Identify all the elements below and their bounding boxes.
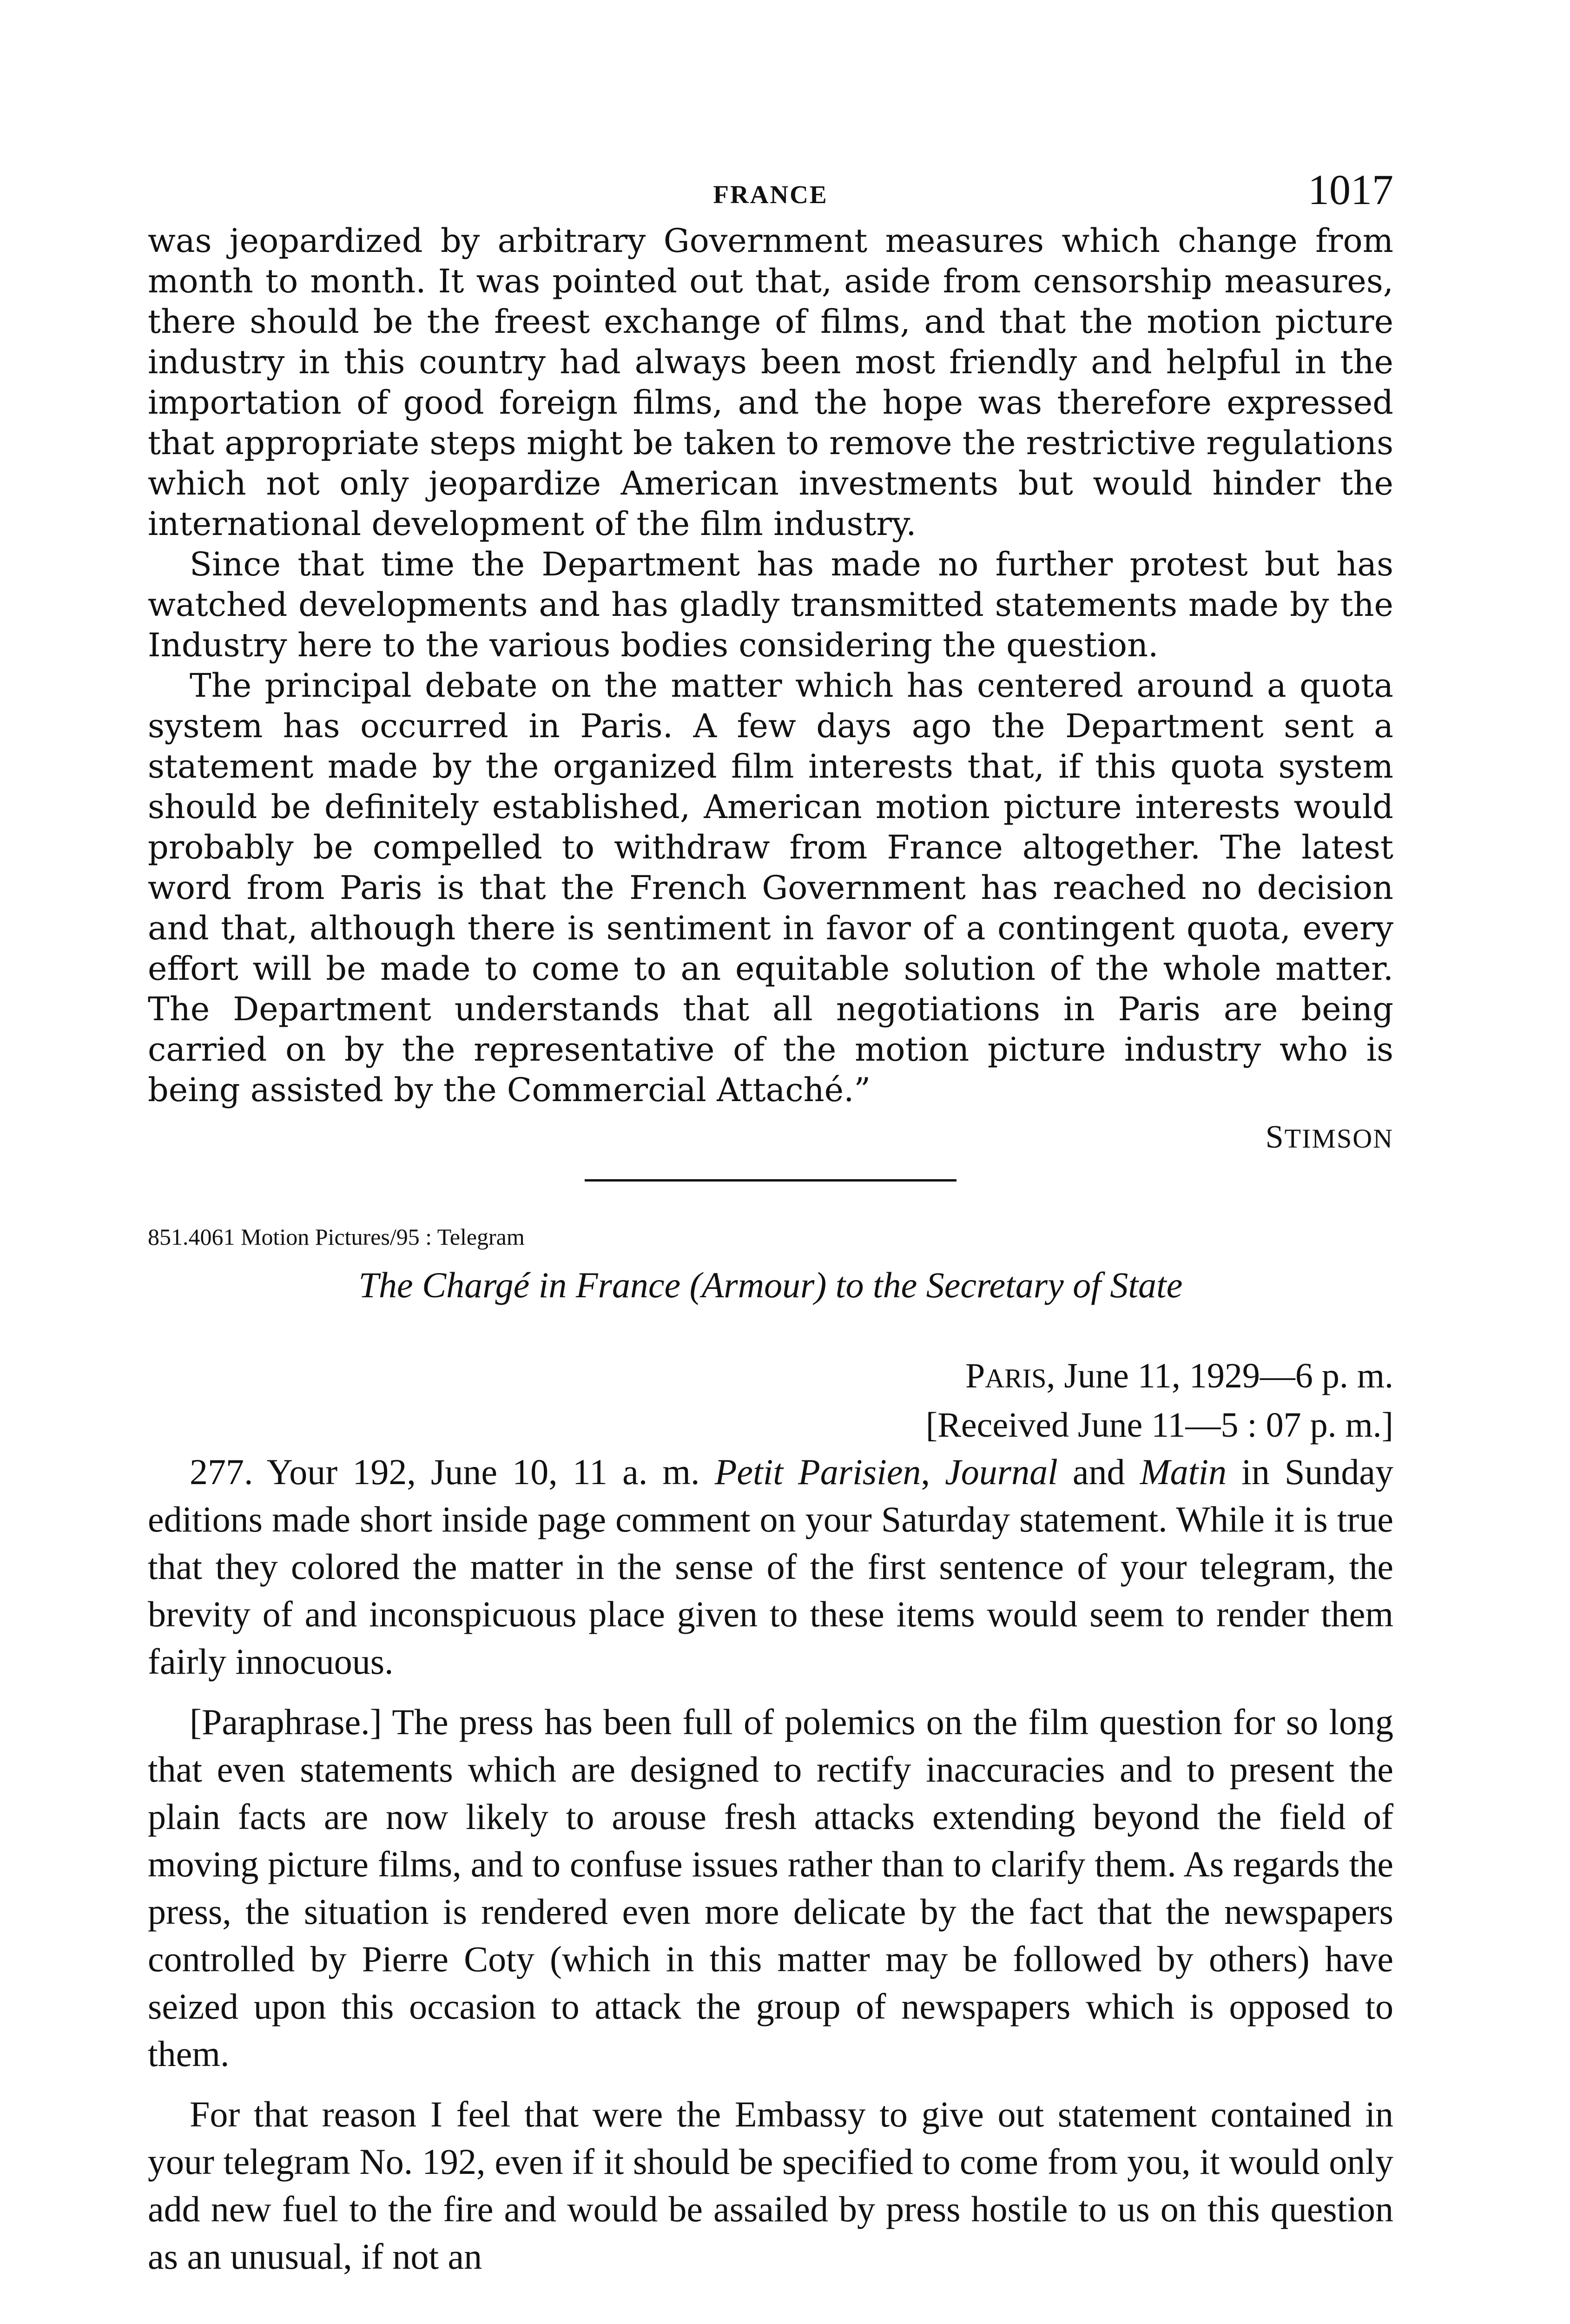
document-title: The Chargé in France (Armour) to the Secretary of State [358,1265,1183,1305]
newspaper-petit-parisien: Petit Parisien [714,1452,921,1492]
dateline-sent [148,1353,1393,1402]
document-page [148,160,1393,2280]
running-title: FRANCE [713,180,828,209]
signature-rest: TIMSON [1284,1123,1393,1154]
signature-initial: S [1265,1119,1285,1155]
signature-stimson [148,1119,1393,1156]
telegram-paragraph-3: For that reason I feel that were the Embassy to give out statement contained in your telegram No. 192, even if it should be specified to come from you, it would only add new fuel to the fire and would be assailed by press hostile to us on this question as an unusual, if not an [148,2094,1393,2277]
telegram-paragraph-1 [148,1448,1393,1685]
date-sent: , June 11, 1929—6 p. m. [1046,1356,1393,1395]
telegram-p1-rest: in Sunday editions made short inside page comment on your Saturday statement. While it is true that they colored the matter in the sense of the first sentence of your telegram, the brevity of and inconspicuous place given to these items would seem to render them fairly innocuous. [148,1452,1393,1682]
newspaper-journal: Journal [945,1452,1058,1492]
dateline-received: [Received June 11—5 : 07 p. m.] [925,1406,1393,1445]
place-rest: ARIS [985,1363,1047,1393]
newspaper-matin: Matin [1140,1452,1227,1492]
telegram-paragraph-2: [Paraphrase.] The press has been full of polemics on the film question for so long that even statements which are designed to rectify inaccuracies and to present the plain facts are now likely to arouse fresh attacks extending beyond the field of moving picture films, and to confuse issues rather than to clarify them. As regards the press, the situation is rendered even more delicate by the fact that the newspapers controlled by Pierre Coty (which in this matter may be followed by others) have seized upon this occasion to attack the group of newspapers which is opposed to them. [148,1702,1393,2074]
running-header [148,160,1393,221]
place-initial: P [965,1356,985,1395]
continuation-paragraph-2: Since that time the Department has made no further protest but has watched developments and has gladly transmitted statements made by the Industry here to the various bodies considering the question. [148,545,1393,664]
telegram-sep-2: and [1057,1452,1140,1492]
page-number: 1017 [1308,166,1393,213]
telegram-sep-1: , [921,1452,945,1492]
continuation-paragraph-3: The principal debate on the matter which has centered around a quota system has occurred in Paris. A few days ago the Department sent a statement made by the organized film interests that, if this quota system should be definitely established, American motion picture interests would probably be compelled to withdraw from France altogether. The latest word from Paris is that the French Government has reached no decision and that, although there is sentiment in favor of a contingent quota, every effort will be made to come to an equitable solution of the whole matter. The Department understands that all negotiations in Paris are being carried on by the representative of the motion picture industry who is being assisted by the Commercial Attaché.” [148,667,1393,1109]
section-divider [585,1179,957,1182]
telegram-p1-start: 277. Your 192, June 10, 11 a. m. [190,1452,715,1492]
continuation-paragraph-1: was jeopardized by arbitrary Government measures which change from month to month. It was pointed out that, aside from censorship measures, there should be the freest exchange of films, and that the motion picture industry in this country had always been most friendly and helpful in the importation of good foreign films, and the hope was therefore expressed that appropriate steps might be taken to remove the restrictive regulations which not only jeopardize American investments but would hinder the international development of the film industry. [148,222,1393,543]
file-reference: 851.4061 Motion Pictures/95 : Telegram [148,1224,525,1250]
